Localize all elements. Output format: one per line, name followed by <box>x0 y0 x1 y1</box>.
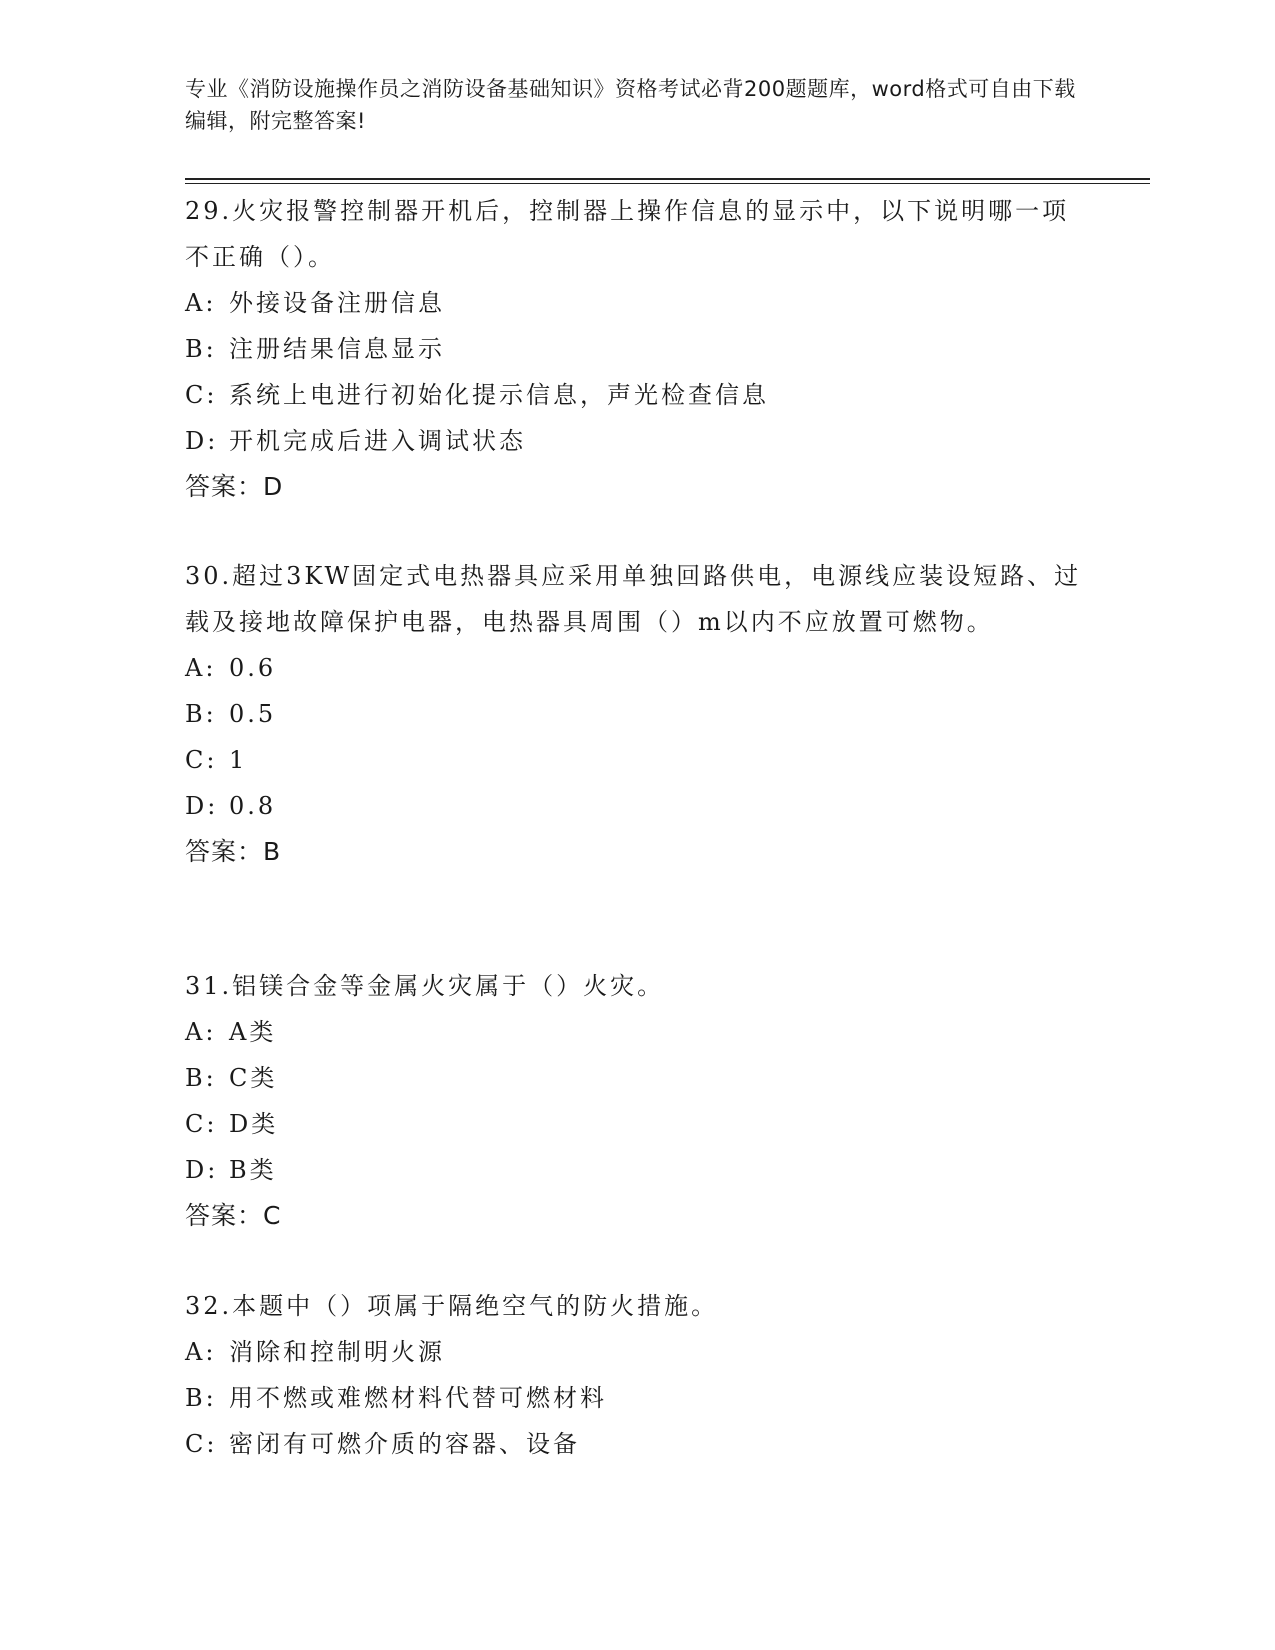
option-key: D: <box>185 792 219 820</box>
option-key: C: <box>185 1110 218 1138</box>
option-a <box>185 1009 1085 1055</box>
option-key: B: <box>185 335 217 363</box>
option-text: 用不燃或难燃材料代替可燃材料 <box>229 1384 607 1412</box>
option-text: 系统上电进行初始化提示信息，声光检查信息 <box>229 381 769 409</box>
question-text: 30.超过3KW固定式电热器具应采用单独回路供电，电源线应装设短路、过载及接地故障保护电器，电热器具周围（）m以内不应放置可燃物。 <box>185 562 1082 636</box>
option-text: 0.5 <box>229 700 277 728</box>
header-divider <box>185 178 1150 184</box>
option-text: 0.6 <box>229 654 277 682</box>
option-key: C: <box>185 1430 218 1458</box>
document-header: 专业《消防设施操作员之消防设备基础知识》资格考试必背200题题库，word格式可自由下载编辑，附完整答案! <box>185 77 1076 133</box>
option-a <box>185 1329 1085 1375</box>
option-d <box>185 783 1085 829</box>
option-key: D: <box>185 427 219 455</box>
question-text: 29.火灾报警控制器开机后，控制器上操作信息的显示中，以下说明哪一项不正确（）。 <box>185 197 1070 271</box>
option-d <box>185 418 1085 464</box>
answer-line: 答案：D <box>185 472 284 501</box>
option-c <box>185 372 1085 418</box>
question-block <box>185 553 1085 875</box>
option-key: A: <box>185 1338 217 1366</box>
option-a <box>185 645 1085 691</box>
option-b <box>185 1375 1085 1421</box>
option-text: 消除和控制明火源 <box>229 1338 445 1366</box>
option-key: C: <box>185 746 218 774</box>
option-c <box>185 1421 1085 1467</box>
option-text: 注册结果信息显示 <box>229 335 445 363</box>
question-block <box>185 1283 1085 1467</box>
option-text: 开机完成后进入调试状态 <box>229 427 526 455</box>
option-key: B: <box>185 1064 217 1092</box>
option-b <box>185 1055 1085 1101</box>
option-key: C: <box>185 381 218 409</box>
option-text: A类 <box>229 1018 277 1046</box>
option-key: D: <box>185 1156 219 1184</box>
option-text: 1 <box>229 746 248 774</box>
option-key: B: <box>185 700 217 728</box>
option-text: C类 <box>229 1064 278 1092</box>
option-key: B: <box>185 1384 217 1412</box>
option-text: D类 <box>229 1110 279 1138</box>
option-key: A: <box>185 1018 217 1046</box>
option-c <box>185 737 1085 783</box>
option-a <box>185 280 1085 326</box>
option-text: 密闭有可燃介质的容器、设备 <box>229 1430 580 1458</box>
answer-line: 答案：B <box>185 837 282 866</box>
option-b <box>185 691 1085 737</box>
question-text: 32.本题中（）项属于隔绝空气的防火措施。 <box>185 1292 719 1320</box>
question-text: 31.铝镁合金等金属火灾属于（）火灾。 <box>185 972 665 1000</box>
question-block <box>185 188 1085 510</box>
question-block <box>185 963 1085 1239</box>
option-text: B类 <box>229 1156 277 1184</box>
answer-line: 答案：C <box>185 1201 282 1230</box>
option-key: A: <box>185 654 217 682</box>
option-text: 0.8 <box>229 792 277 820</box>
option-key: A: <box>185 289 217 317</box>
option-d <box>185 1147 1085 1193</box>
option-c <box>185 1101 1085 1147</box>
option-text: 外接设备注册信息 <box>229 289 445 317</box>
option-b <box>185 326 1085 372</box>
